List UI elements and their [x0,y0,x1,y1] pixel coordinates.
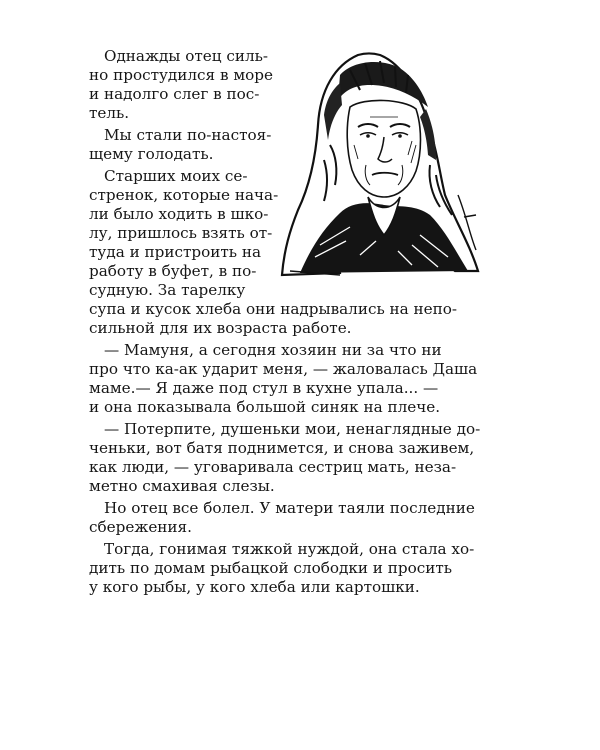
text-line: Тогда, гонимая тяжкой нуждой, она стала хо- [104,540,475,558]
text-line: — Мамуня, а сегодня хозяин ни за что ни [104,341,442,359]
text-line: Старших моих се- [104,167,248,185]
text-line: дить по домам рыбацкой слободки и просить [89,559,453,577]
text-line: и надолго слег в пос- [89,85,260,103]
text-line: сбережения. [89,518,192,536]
text-line: — Потерпите, душеньки мои, ненаглядные до- [104,420,481,438]
text-line: метно смахивая слезы. [89,477,275,495]
text-line: туда и пристроить на [89,243,262,261]
text-line: как люди, — уговаривала сестриц мать, неза- [89,458,457,476]
text-line: тель. [89,104,130,122]
text-line: у кого рыбы, у кого хлеба или картошки. [89,578,420,596]
old-woman-illustration [280,45,480,280]
text-line: стренок, которые нача- [89,186,279,204]
text-line: про что ка-ак ударит меня, — жаловалась Даша [89,360,478,378]
text-line: Но отец все болел. У матери таяли последние [104,499,475,517]
text-line: работу в буфет, в по- [89,262,257,280]
old-woman-drawing [280,45,480,280]
text-line: супа и кусок хлеба они надрывались на непо- [89,300,458,318]
text-line: сильной для их возраста работе. [89,319,352,337]
text-line: Мы стали по-настоя- [104,126,272,144]
text-line: судную. За тарелку [89,281,246,299]
text-line: Однажды отец силь- [104,47,269,65]
text-line: маме.— Я даже под стул в кухне упала... — [89,379,439,397]
text-line: и она показывала большой синяк на плече. [89,398,441,416]
text-line: ли было ходить в шко- [89,205,269,223]
text-line: ченьки, вот батя поднимется, и снова заживем, [89,439,475,457]
text-line: лу, пришлось взять от- [89,224,273,242]
text-line: но простудился в море [89,66,274,84]
text-line: щему голодать. [89,145,214,163]
